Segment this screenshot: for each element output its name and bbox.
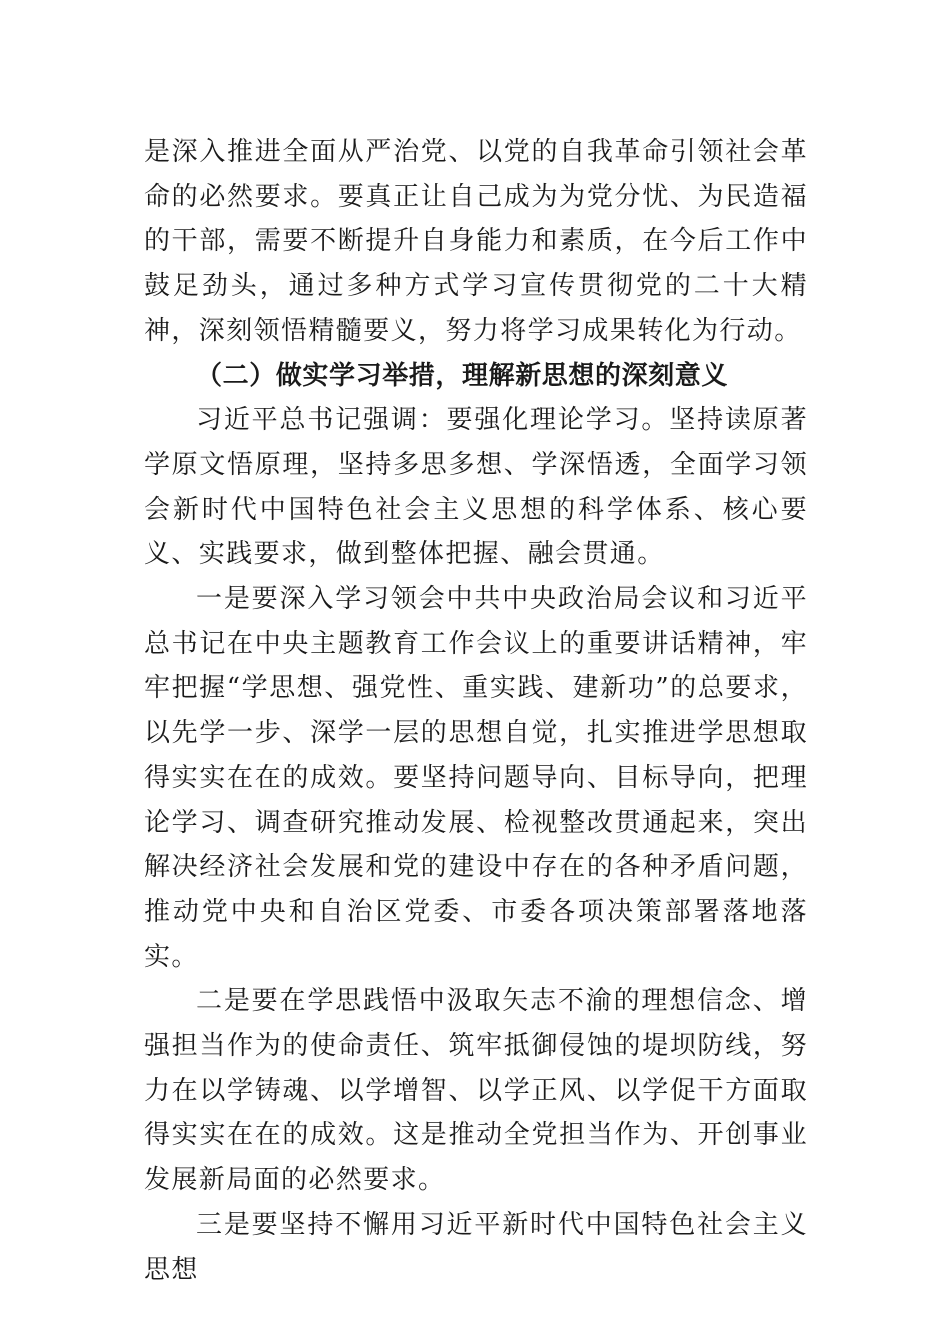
paragraph-point-one: 一是要深入学习领会中共中央政治局会议和习近平总书记在中央主题教育工作会议上的重要讲话精神，牢牢把握“学思想、强党性、重实践、建新功”的总要求，以先学一步、深学一层的思想自觉，扎实推进学思想取得实实在在的成效。要坚持问题导向、目标导向，把理论学习、调查研究推动发展、检视整改贯通起来，突出解决经济社会发展和党的建设中存在的各种矛盾问题，推动党中央和自治区党委、市委各项决策部署落地落实。: [144, 584, 808, 972]
paragraph-point-two: 二是要在学思践悟中汲取矢志不渝的理想信念、增强担当作为的使命责任、筑牢抵御侵蚀的堤坝防线，努力在以学铸魂、以学增智、以学正风、以学促干方面取得实实在在的成效。这是推动全党担当作为、开创事业发展新局面的必然要求。: [144, 986, 808, 1196]
section-heading: （二）做实学习举措，理解新思想的深刻意义: [196, 360, 729, 391]
paragraph-point-three: 三是要坚持不懈用习近平新时代中国特色社会主义思想: [144, 1209, 808, 1285]
document-body: [144, 130, 808, 1292]
paragraph-quote: 习近平总书记强调：要强化理论学习。坚持读原著学原文悟原理，坚持多思多想、学深悟透，全面学习领会新时代中国特色社会主义思想的科学体系、核心要义、实践要求，做到整体把握、融会贯通。: [144, 405, 808, 570]
paragraph-continuation: 是深入推进全面从严治党、以党的自我革命引领社会革命的必然要求。要真正让自己成为为党分忧、为民造福的干部，需要不断提升自身能力和素质，在今后工作中鼓足劲头，通过多种方式学习宣传贯彻党的二十大精神，深刻领悟精髓要义，努力将学习成果转化为行动。: [144, 137, 808, 346]
